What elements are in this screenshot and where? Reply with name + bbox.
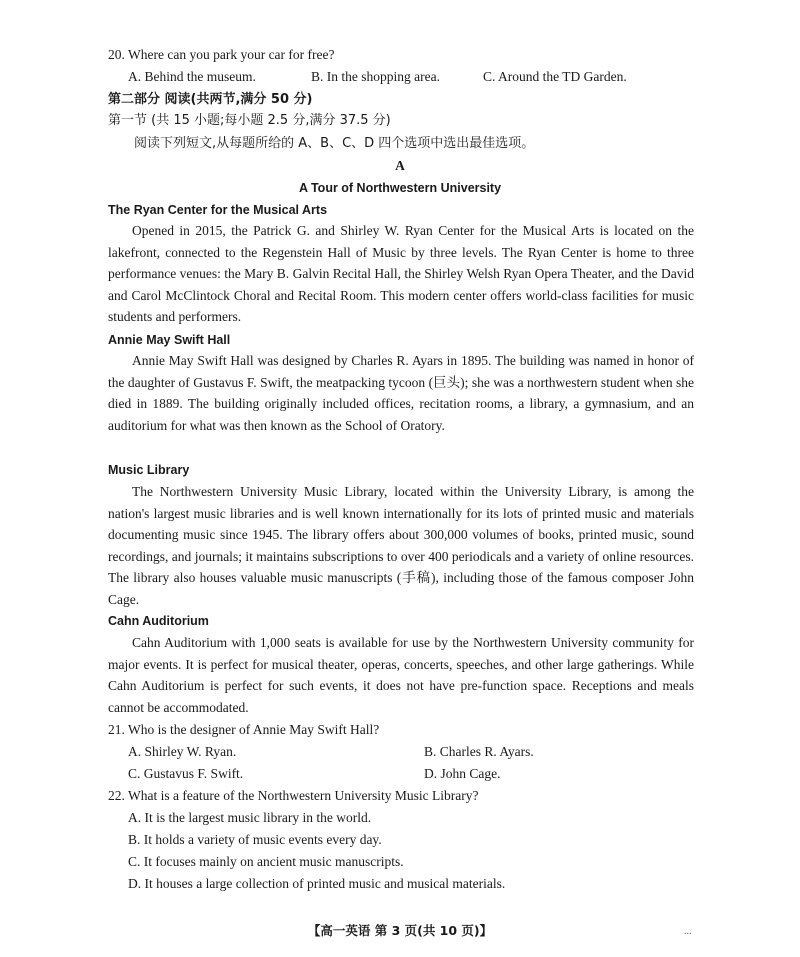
q20-question: 20. Where can you park your car for free? xyxy=(108,47,335,62)
section-text-ryan-center: Opened in 2015, the Patrick G. and Shirley W. Ryan Center for the Musical Arts is located on the lakefront, connected to the Regenstein Hall of Music by three levels. The Ryan Center is home to three performance venues: the Mary B. Galvin Recital Hall, the Shirley Welsh Ryan Opera Theater, and the David and Carol McClintock Choral and Recital Room. This modern center offers world-class facilities for music students and performers. xyxy=(108,223,694,325)
q22-option-b: B. It holds a variety of music events every day. xyxy=(128,832,382,847)
q21-option-c: C. Gustavus F. Swift. xyxy=(128,766,244,781)
section-heading-annie-may-swift-hall: Annie May Swift Hall xyxy=(108,333,231,347)
q21-question: 21. Who is the designer of Annie May Swift Hall? xyxy=(108,722,380,737)
section-heading-music-library: Music Library xyxy=(108,463,190,477)
section-text-annie-may-swift-hall: Annie May Swift Hall was designed by Charles R. Ayars in 1895. The building was named in honor of the daughter of Gustavus F. Swift, the meatpacking tycoon (巨头); she was a northwestern student when she died in 1889. The building originally included offices, recitation rooms, a library, a gymnasium, and an auditorium for what was then known as the School of Oratory. xyxy=(108,353,694,433)
q20-option-b: B. In the shopping area. xyxy=(311,69,440,84)
corner-mark: ... xyxy=(684,926,692,937)
q21-option-a: A. Shirley W. Ryan. xyxy=(128,744,237,759)
q22-option-c: C. It focuses mainly on ancient music manuscripts. xyxy=(128,854,404,869)
q22-option-d: D. It houses a large collection of printed music and musical materials. xyxy=(128,876,506,891)
part2-instruction: 阅读下列短文,从每题所给的 A、B、C、D 四个选项中选出最佳选项。 xyxy=(134,136,535,151)
passage-title: A Tour of Northwestern University xyxy=(298,181,502,195)
section-heading-ryan-center: The Ryan Center for the Musical Arts xyxy=(108,203,328,217)
section-text-music-library: The Northwestern University Music Library, located within the University Library, is among the nation's largest music libraries and is well known internationally for its lots of printed music and materials documenting music since 1945. The library offers about 300,000 volumes of books, printed music, sound recordings, and journals; it maintains subscriptions to over 400 periodicals and a variety of online resources. The library also houses valuable music manuscripts (手稿), including those of the famous composer John Cage. xyxy=(108,484,694,607)
q22-option-a: A. It is the largest music library in the world. xyxy=(128,810,372,825)
q22-question: 22. What is a feature of the Northwestern University Music Library? xyxy=(108,788,479,803)
part2-section1: 第一节 (共 15 小题;每小题 2.5 分,满分 37.5 分) xyxy=(108,113,391,128)
part2-title: 第二部分 阅读(共两节,满分 50 分) xyxy=(108,92,313,107)
passage-letter: A xyxy=(395,158,405,173)
section-heading-cahn-auditorium: Cahn Auditorium xyxy=(108,614,209,628)
page-footer: 【高一英语 第 3 页(共 10 页)】 xyxy=(307,923,493,938)
section-text-cahn-auditorium: Cahn Auditorium with 1,000 seats is available for use by the Northwestern University community for major events. It is perfect for musical theater, operas, concerts, speeches, and other large gatherings. While Cahn Auditorium is perfect for such events, it does not have pre-function space. Receptions and meals cannot be accommodated. xyxy=(108,635,694,715)
q21-option-d: D. John Cage. xyxy=(424,766,501,781)
q21-option-b: B. Charles R. Ayars. xyxy=(424,744,534,759)
q20-option-a: A. Behind the museum. xyxy=(128,69,256,84)
q20-option-c: C. Around the TD Garden. xyxy=(483,69,627,84)
